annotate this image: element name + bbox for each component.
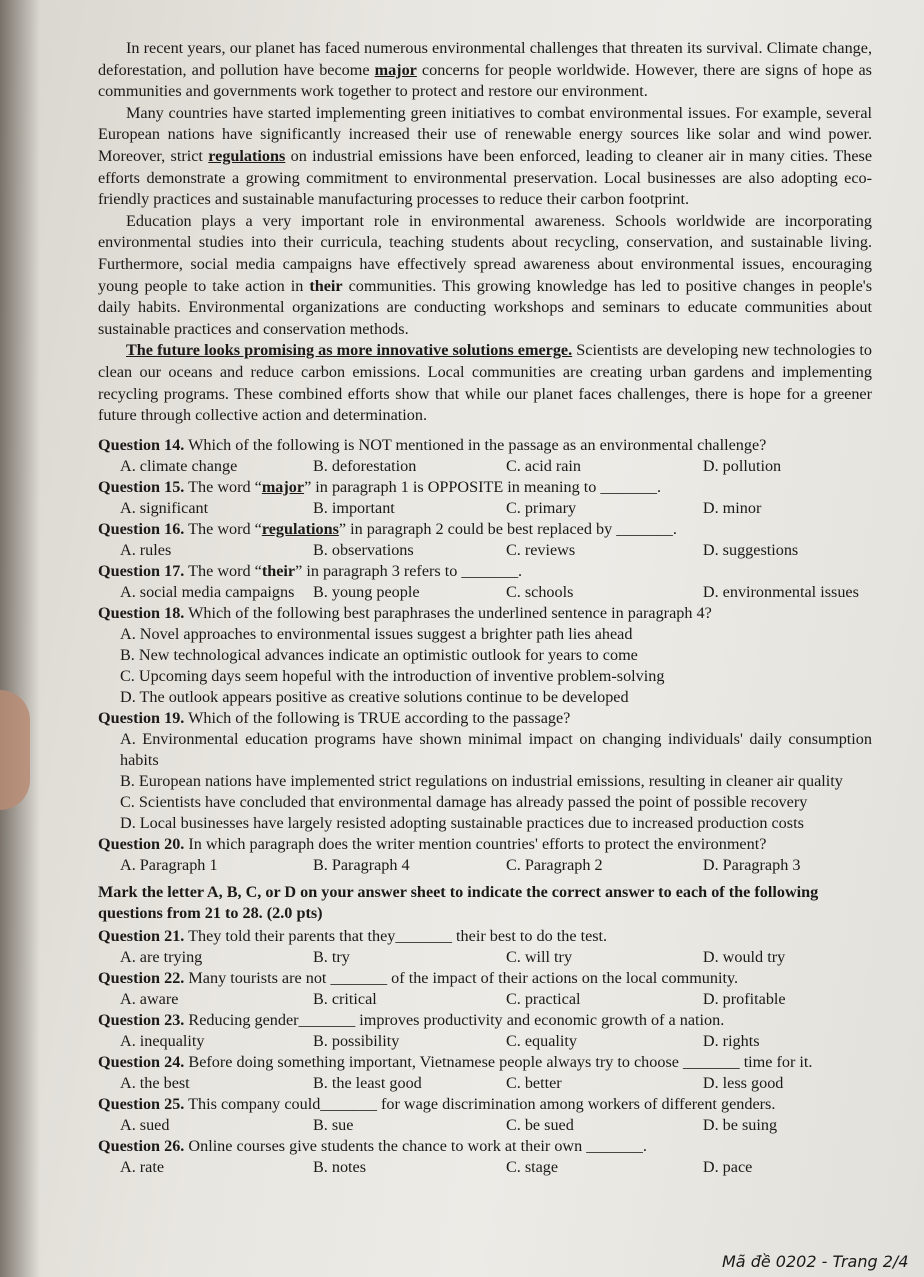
option-c[interactable]: C. acid rain: [505, 456, 582, 475]
options-26: [98, 1157, 872, 1178]
passage-paragraph-4: The future looks promising as more innovative solutions emerge. Scientists are developing new technologies to clean our oceans and reduce carbon emissions. Local communities are creating urban gardens and implementing recycling programs. These combined efforts show that while our planet faces challenges, there is hope for a greener future through collective action and determination.: [98, 341, 872, 425]
option-d[interactable]: D. Local businesses have largely resisted adopting sustainable practices due to increased production costs: [120, 813, 804, 832]
option-d[interactable]: D. rights: [702, 1031, 760, 1050]
question-23: Question 23. Reducing gender_______ improves productivity and economic growth of a nation.: [98, 1010, 725, 1029]
option-a[interactable]: A. rate: [120, 1157, 165, 1176]
option-a[interactable]: A. are trying: [120, 947, 203, 966]
option-d[interactable]: D. be suing: [702, 1115, 778, 1134]
option-a[interactable]: A. aware: [120, 989, 179, 1008]
question-25: Question 25. This company could_______ for wage discrimination among workers of different genders.: [98, 1094, 776, 1113]
option-b[interactable]: B. notes: [312, 1157, 367, 1176]
option-d[interactable]: D. suggestions: [702, 540, 799, 559]
option-b[interactable]: B. important: [312, 498, 395, 517]
option-c[interactable]: C. stage: [505, 1157, 559, 1176]
exam-body: [98, 38, 872, 1178]
option-a[interactable]: A. Novel approaches to environmental issues suggest a brighter path lies ahead: [120, 624, 633, 643]
option-b[interactable]: B. critical: [312, 989, 377, 1008]
option-a[interactable]: A. significant: [120, 498, 209, 517]
option-b[interactable]: B. sue: [312, 1115, 354, 1134]
options-25: [98, 1115, 872, 1136]
option-c[interactable]: C. be sued: [505, 1115, 574, 1134]
option-d[interactable]: D. pace: [702, 1157, 753, 1176]
passage-paragraph-1: In recent years, our planet has faced numerous environmental challenges that threaten its survival. Climate change, deforestation, and pollution have become major concerns for people worldwide. However, there are signs of hope as communities and governments work together to protect and restore our environment.: [98, 39, 872, 101]
page-footer-code: Mã đề 0202 - Trang 2/4: [722, 1252, 909, 1271]
question-20: Question 20. In which paragraph does the writer mention countries' efforts to protect the environment?: [98, 834, 767, 853]
option-b[interactable]: B. Paragraph 4: [312, 855, 410, 874]
page-edge-shadow: [0, 0, 40, 1277]
option-b[interactable]: B. try: [312, 947, 350, 966]
option-a[interactable]: A. sued: [120, 1115, 170, 1134]
options-17: [98, 582, 872, 603]
question-17: Question 17. The word “their” in paragraph 3 refers to _______.: [98, 561, 523, 580]
thumb-photo-artifact: [0, 690, 30, 810]
option-b[interactable]: B. New technological advances indicate an optimistic outlook for years to come: [120, 645, 638, 664]
question-18: Question 18. Which of the following best paraphrases the underlined sentence in paragraph 4?: [98, 603, 712, 622]
question-21: Question 21. They told their parents that they_______ their best to do the test.: [98, 926, 608, 945]
option-a[interactable]: A. inequality: [120, 1031, 205, 1050]
options-15: [98, 498, 872, 519]
option-d[interactable]: D. Paragraph 3: [702, 855, 801, 874]
passage-paragraph-2: Many countries have started implementing green initiatives to combat environmental issues. For example, several European nations have significantly increased their use of renewable energy sources like solar and wind power. Moreover, strict regulations on industrial emissions have been enforced, leading to cleaner air in many cities. These efforts demonstrate a growing commitment to environmental preservation. Local businesses are also adopting eco-friendly practices and sustainable manufacturing processes to reduce their carbon footprint.: [98, 103, 872, 209]
options-22: [98, 989, 872, 1010]
question-22: Question 22. Many tourists are not _______ of the impact of their actions on the local community.: [98, 968, 739, 987]
option-a[interactable]: A. the best: [120, 1073, 190, 1092]
section-instruction: Mark the letter A, B, C, or D on your answer sheet to indicate the correct answer to each of the following questions from 21 to 28. (2.0 pts): [98, 882, 819, 922]
question-24: Question 24. Before doing something important, Vietnamese people always try to choose _______ time for it.: [98, 1052, 813, 1071]
option-d[interactable]: D. minor: [702, 498, 762, 517]
underlined-sentence: The future looks promising as more innovative solutions emerge.: [126, 341, 573, 360]
underlined-word-major: major: [374, 60, 417, 79]
underlined-word-regulations: regulations: [208, 146, 286, 165]
option-d[interactable]: D. profitable: [702, 989, 786, 1008]
passage-paragraph-3: Education plays a very important role in environmental awareness. Schools worldwide are incorporating environmental studies into their curricula, teaching students about recycling, conservation, and sustainable living. Furthermore, social media campaigns have effectively spread awareness about environmental issues, encouraging young people to take action in their communities. This growing knowledge has led to positive changes in people's daily habits. Environmental organizations are conducting workshops and seminars to educate communities about sustainable practices and conservation methods.: [98, 211, 872, 338]
option-c[interactable]: C. primary: [505, 498, 577, 517]
question-19: Question 19. Which of the following is TRUE according to the passage?: [98, 708, 571, 727]
option-c[interactable]: C. reviews: [505, 540, 576, 559]
options-24: [98, 1073, 872, 1094]
option-b[interactable]: B. deforestation: [312, 456, 417, 475]
options-20: [98, 855, 872, 876]
option-c[interactable]: C. better: [505, 1073, 562, 1092]
option-a[interactable]: A. climate change: [120, 456, 238, 475]
option-c[interactable]: C. Upcoming days seem hopeful with the introduction of inventive problem-solving: [120, 666, 665, 685]
question-26: Question 26. Online courses give students the chance to work at their own _______.: [98, 1136, 647, 1155]
question-14: Question 14. Which of the following is NOT mentioned in the passage as an environmental challenge?: [98, 435, 767, 454]
question-15: Question 15. The word “major” in paragraph 1 is OPPOSITE in meaning to _______.: [98, 477, 662, 496]
option-b[interactable]: B. European nations have implemented strict regulations on industrial emissions, resulting in cleaner air quality: [120, 771, 843, 790]
option-a[interactable]: A. Environmental education programs have shown minimal impact on changing individuals' daily consumption habits: [120, 729, 872, 769]
option-d[interactable]: D. would try: [702, 947, 786, 966]
option-b[interactable]: B. possibility: [312, 1031, 400, 1050]
options-16: [98, 540, 872, 561]
option-c[interactable]: C. practical: [505, 989, 581, 1008]
option-c[interactable]: C. Paragraph 2: [505, 855, 603, 874]
option-a[interactable]: A. Paragraph 1: [120, 855, 218, 874]
option-b[interactable]: B. young people: [312, 582, 420, 601]
options-14: [98, 456, 872, 477]
option-a[interactable]: A. rules: [120, 540, 172, 559]
options-23: [98, 1031, 872, 1052]
option-b[interactable]: B. observations: [312, 540, 414, 559]
question-16: Question 16. The word “regulations” in paragraph 2 could be best replaced by _______.: [98, 519, 677, 538]
option-d[interactable]: D. environmental issues: [702, 582, 859, 601]
option-a[interactable]: A. social media campaigns: [120, 582, 295, 601]
bold-word-their: their: [309, 276, 343, 295]
option-c[interactable]: C. schools: [505, 582, 574, 601]
option-d[interactable]: D. less good: [702, 1073, 784, 1092]
option-d[interactable]: D. pollution: [702, 456, 782, 475]
option-b[interactable]: B. the least good: [312, 1073, 422, 1092]
option-c[interactable]: C. will try: [505, 947, 573, 966]
option-c[interactable]: C. Scientists have concluded that environmental damage has already passed the point of possible recovery: [120, 792, 808, 811]
options-21: [98, 947, 872, 968]
option-d[interactable]: D. The outlook appears positive as creative solutions continue to be developed: [120, 687, 629, 706]
option-c[interactable]: C. equality: [505, 1031, 577, 1050]
